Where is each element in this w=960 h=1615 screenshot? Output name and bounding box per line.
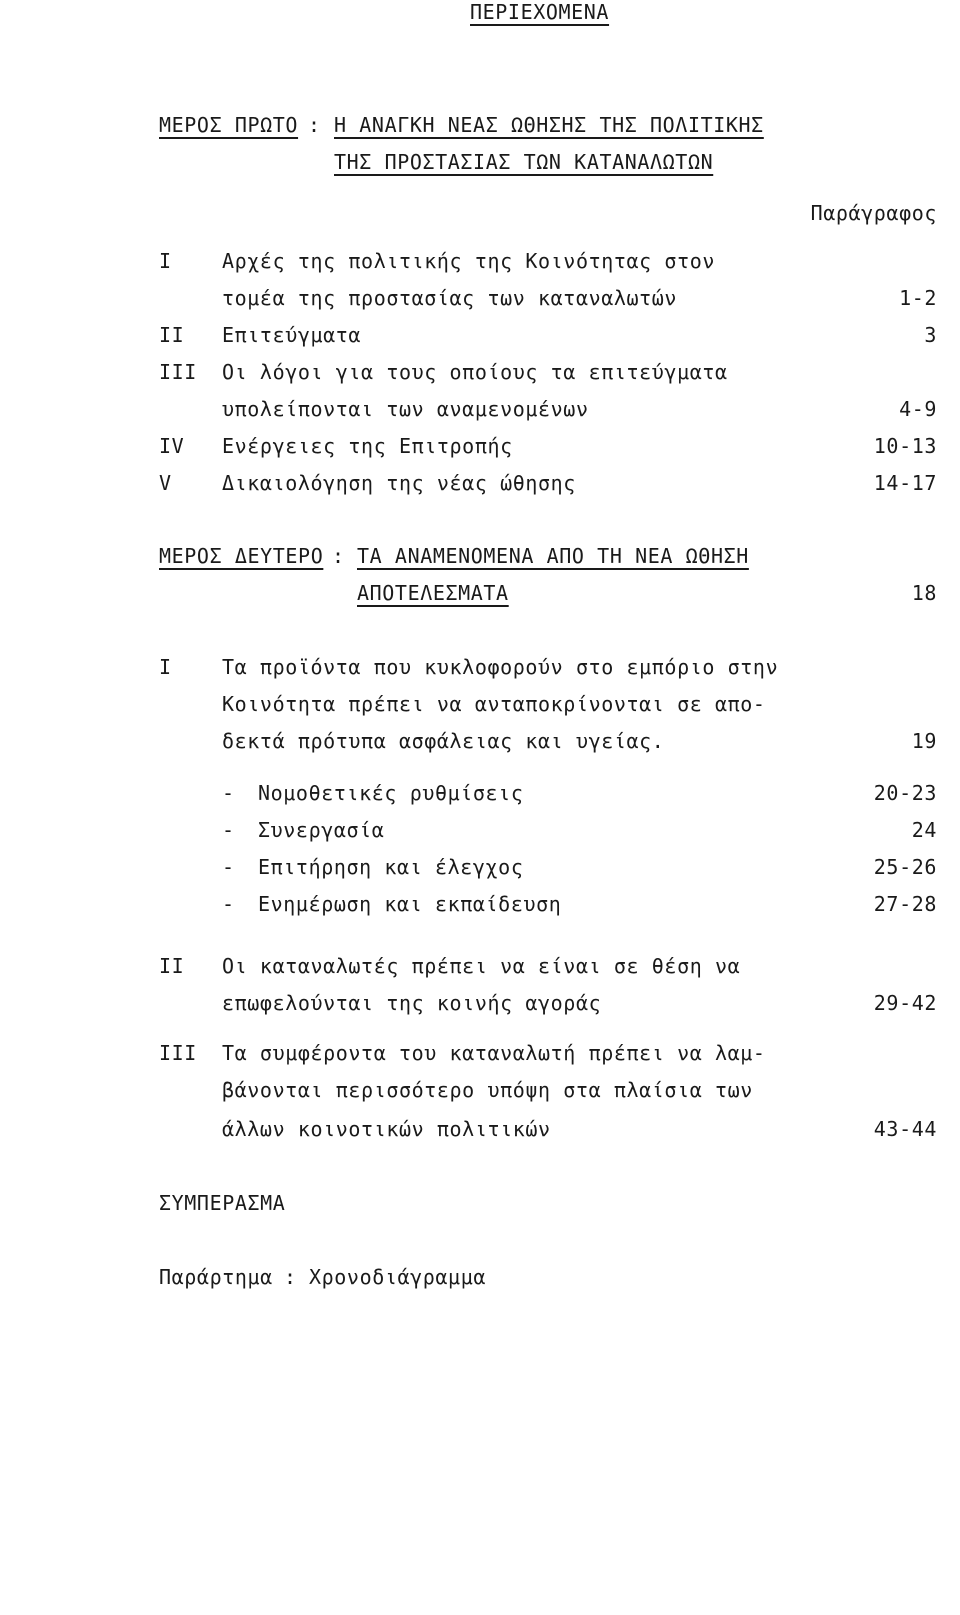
subentry-dash: - — [222, 818, 235, 842]
toc-entry-text: τομέα της προστασίας των καταναλωτών — [222, 286, 678, 310]
toc-entry-text: Αρχές της πολιτικής της Κοινότητας στον — [222, 249, 715, 273]
toc-entry-text: βάνονται περισσότερο υπόψη στα πλαίσια των — [222, 1078, 753, 1102]
part-one-label: ΜΕΡΟΣ ΠΡΩΤΟ — [159, 113, 299, 137]
toc-entry-paragraph: 3 — [924, 323, 937, 347]
page-title: ΠΕΡΙΕΧΟΜΕΝΑ — [470, 0, 610, 24]
subentry-text: Επιτήρηση και έλεγχος — [258, 855, 524, 879]
toc-entry-number: II — [159, 954, 185, 978]
toc-entry-paragraph: 29-42 — [873, 991, 937, 1015]
paragraph-column-header: Παράγραφος — [810, 201, 937, 225]
toc-entry-paragraph: 14-17 — [873, 471, 937, 495]
subentry-text: Συνεργασία — [258, 818, 385, 842]
part-two-heading-line1: ΤΑ ΑΝΑΜΕΝΟΜΕΝΑ ΑΠΟ ΤΗ ΝΕΑ ΩΘΗΣΗ — [357, 544, 749, 568]
toc-entry-number: III — [159, 360, 197, 384]
appendix-label: Παράρτημα — [159, 1265, 273, 1289]
toc-entry-paragraph: 10-13 — [873, 434, 937, 458]
subentry-text: Ενημέρωση και εκπαίδευση — [258, 892, 562, 916]
appendix-text: Χρονοδιάγραμμα — [309, 1265, 486, 1289]
toc-entry-number: III — [159, 1041, 197, 1065]
toc-entry-text: Κοινότητα πρέπει να ανταποκρίνονται σε απο- — [222, 692, 766, 716]
toc-entry-text: Δικαιολόγηση της νέας ώθησης — [222, 471, 576, 495]
part-two-label: ΜΕΡΟΣ ΔΕΥΤΕΡΟ — [159, 544, 324, 568]
subentry-paragraph: 20-23 — [873, 781, 937, 805]
part-two-colon: : — [332, 544, 345, 568]
toc-entry-paragraph: 1-2 — [899, 286, 937, 310]
subentry-dash: - — [222, 781, 235, 805]
part-two-heading-line2: ΑΠΟΤΕΛΕΣΜΑΤΑ — [357, 581, 509, 605]
toc-entry-text: Οι καταναλωτές πρέπει να είναι σε θέση να — [222, 954, 741, 978]
toc-entry-number: V — [159, 471, 172, 495]
toc-entry-text: Οι λόγοι για τους οποίους τα επιτεύγματα — [222, 360, 728, 384]
subentry-paragraph: 27-28 — [873, 892, 937, 916]
toc-entry-paragraph: 43-44 — [873, 1117, 937, 1141]
subentry-paragraph: 24 — [911, 818, 937, 842]
subentry-text: Νομοθετικές ρυθμίσεις — [258, 781, 524, 805]
part-one-heading-line2: ΤΗΣ ΠΡΟΣΤΑΣΙΑΣ ΤΩΝ ΚΑΤΑΝΑΛΩΤΩΝ — [334, 150, 714, 174]
subentry-dash: - — [222, 855, 235, 879]
toc-entry-text: Επιτεύγματα — [222, 323, 362, 347]
toc-entry-text: δεκτά πρότυπα ασφάλειας και υγείας. — [222, 729, 665, 753]
conclusion-heading: ΣΥΜΠΕΡΑΣΜΑ — [159, 1191, 286, 1215]
subentry-paragraph: 25-26 — [873, 855, 937, 879]
toc-entry-text: Τα προϊόντα που κυκλοφορούν στο εμπόριο στην — [222, 655, 779, 679]
toc-entry-paragraph: 4-9 — [899, 397, 937, 421]
toc-entry-number: II — [159, 323, 185, 347]
toc-entry-number: I — [159, 655, 172, 679]
toc-entry-text: υπολείπονται των αναμενομένων — [222, 397, 589, 421]
part-one-colon: : — [308, 113, 321, 137]
toc-entry-paragraph: 19 — [911, 729, 937, 753]
toc-entry-text: επωφελούνται της κοινής αγοράς — [222, 991, 602, 1015]
toc-entry-number: IV — [159, 434, 185, 458]
subentry-dash: - — [222, 892, 235, 916]
part-two-heading-paragraph: 18 — [911, 581, 937, 605]
toc-entry-text: άλλων κοινοτικών πολιτικών — [222, 1117, 551, 1141]
toc-entry-number: I — [159, 249, 172, 273]
part-one-heading-line1: Η ΑΝΑΓΚΗ ΝΕΑΣ ΩΘΗΣΗΣ ΤΗΣ ΠΟΛΙΤΙΚΗΣ — [334, 113, 764, 137]
appendix-colon: : — [284, 1265, 297, 1289]
toc-entry-text: Ενέργειες της Επιτροπής — [222, 434, 513, 458]
toc-entry-text: Τα συμφέροντα του καταναλωτή πρέπει να λαμ- — [222, 1041, 766, 1065]
